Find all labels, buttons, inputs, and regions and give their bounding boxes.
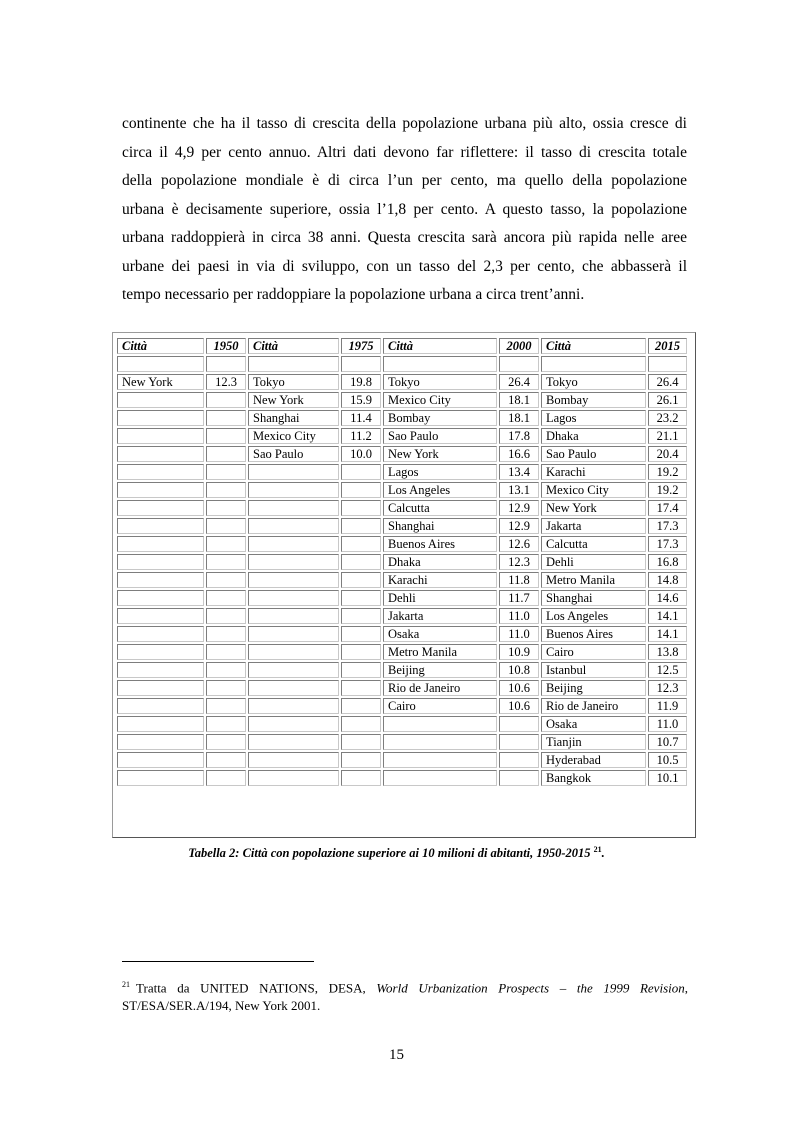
population-cell: 10.9 bbox=[499, 644, 539, 660]
city-cell: Tokyo bbox=[383, 374, 497, 390]
table-row bbox=[117, 770, 687, 786]
population-cell: 16.8 bbox=[648, 554, 687, 570]
population-cell bbox=[341, 356, 381, 372]
population-cell: 14.1 bbox=[648, 608, 687, 624]
city-cell bbox=[248, 608, 339, 624]
table-row bbox=[117, 644, 687, 660]
population-cell bbox=[499, 356, 539, 372]
table-row bbox=[117, 464, 687, 480]
city-cell: Calcutta bbox=[541, 536, 646, 552]
city-cell: Bombay bbox=[541, 392, 646, 408]
footnote bbox=[122, 976, 688, 1015]
population-cell: 11.8 bbox=[499, 572, 539, 588]
city-cell bbox=[248, 536, 339, 552]
population-cell: 18.1 bbox=[499, 410, 539, 426]
population-cell: 10.7 bbox=[648, 734, 687, 750]
table-row bbox=[117, 572, 687, 588]
population-cell: 12.9 bbox=[499, 518, 539, 534]
city-cell: Bombay bbox=[383, 410, 497, 426]
population-cell bbox=[499, 734, 539, 750]
city-cell bbox=[117, 698, 204, 714]
table-row bbox=[117, 446, 687, 462]
city-cell bbox=[117, 572, 204, 588]
city-cell: Cairo bbox=[383, 698, 497, 714]
population-cell: 10.5 bbox=[648, 752, 687, 768]
table-row bbox=[117, 626, 687, 642]
city-cell: Karachi bbox=[541, 464, 646, 480]
population-cell bbox=[341, 716, 381, 732]
city-cell bbox=[117, 356, 204, 372]
population-cell: 16.6 bbox=[499, 446, 539, 462]
city-cell: Dehli bbox=[383, 590, 497, 606]
city-cell bbox=[117, 662, 204, 678]
table-row bbox=[117, 518, 687, 534]
population-cell: 11.0 bbox=[499, 608, 539, 624]
city-cell: Dehli bbox=[541, 554, 646, 570]
city-cell bbox=[117, 518, 204, 534]
population-cell bbox=[206, 698, 246, 714]
city-cell bbox=[117, 428, 204, 444]
population-cell bbox=[206, 644, 246, 660]
population-cell bbox=[499, 770, 539, 786]
city-cell: Karachi bbox=[383, 572, 497, 588]
population-table bbox=[115, 336, 689, 788]
population-cell bbox=[341, 644, 381, 660]
city-cell: Buenos Aires bbox=[541, 626, 646, 642]
city-cell: Jakarta bbox=[541, 518, 646, 534]
population-cell bbox=[206, 734, 246, 750]
population-cell bbox=[206, 572, 246, 588]
table-row bbox=[117, 410, 687, 426]
city-cell bbox=[117, 446, 204, 462]
header-city: Città bbox=[117, 338, 204, 354]
table-row bbox=[117, 662, 687, 678]
city-cell: Calcutta bbox=[383, 500, 497, 516]
city-cell bbox=[248, 680, 339, 696]
city-cell bbox=[117, 536, 204, 552]
city-cell: Rio de Janeiro bbox=[541, 698, 646, 714]
population-cell: 10.1 bbox=[648, 770, 687, 786]
population-cell: 13.4 bbox=[499, 464, 539, 480]
city-cell: Los Angeles bbox=[541, 608, 646, 624]
footnote-prefix: Tratta da UNITED NATIONS, DESA, bbox=[136, 980, 366, 996]
header-year: 1950 bbox=[206, 338, 246, 354]
paragraph-line: continente che ha il tasso di crescita della popolazione urbana più alto, ossia cresce di bbox=[122, 115, 687, 132]
city-cell: Osaka bbox=[541, 716, 646, 732]
city-cell bbox=[117, 752, 204, 768]
city-cell bbox=[248, 734, 339, 750]
city-cell bbox=[248, 752, 339, 768]
population-cell bbox=[341, 554, 381, 570]
table-row bbox=[117, 428, 687, 444]
city-cell: New York bbox=[117, 374, 204, 390]
city-cell bbox=[248, 572, 339, 588]
city-cell bbox=[117, 464, 204, 480]
table-header-row bbox=[117, 338, 687, 354]
population-cell bbox=[341, 536, 381, 552]
population-cell bbox=[341, 680, 381, 696]
population-cell: 10.8 bbox=[499, 662, 539, 678]
city-cell: Dhaka bbox=[383, 554, 497, 570]
city-cell: Shanghai bbox=[541, 590, 646, 606]
header-city: Città bbox=[248, 338, 339, 354]
population-cell: 19.2 bbox=[648, 482, 687, 498]
table-row bbox=[117, 590, 687, 606]
paragraph-line: tempo necessario per raddoppiare la popolazione urbana a circa trent’anni. bbox=[122, 286, 585, 303]
population-cell: 23.2 bbox=[648, 410, 687, 426]
population-cell: 17.3 bbox=[648, 518, 687, 534]
city-cell bbox=[383, 356, 497, 372]
population-cell: 15.9 bbox=[341, 392, 381, 408]
population-cell: 12.3 bbox=[648, 680, 687, 696]
city-cell: Bangkok bbox=[541, 770, 646, 786]
population-cell: 19.8 bbox=[341, 374, 381, 390]
city-cell: Sao Paulo bbox=[383, 428, 497, 444]
city-cell: Dhaka bbox=[541, 428, 646, 444]
population-cell bbox=[206, 428, 246, 444]
population-cell: 26.4 bbox=[648, 374, 687, 390]
city-cell bbox=[383, 734, 497, 750]
table-caption bbox=[0, 845, 793, 861]
table-row bbox=[117, 680, 687, 696]
city-cell bbox=[117, 680, 204, 696]
population-cell bbox=[499, 752, 539, 768]
population-cell: 26.4 bbox=[499, 374, 539, 390]
population-cell bbox=[206, 356, 246, 372]
population-cell bbox=[341, 662, 381, 678]
city-cell bbox=[117, 608, 204, 624]
population-cell bbox=[206, 752, 246, 768]
city-cell: Mexico City bbox=[541, 482, 646, 498]
population-cell: 12.3 bbox=[499, 554, 539, 570]
city-cell bbox=[117, 770, 204, 786]
city-cell bbox=[248, 590, 339, 606]
caption-footnote-ref[interactable]: 21 bbox=[593, 845, 602, 854]
city-cell: Sao Paulo bbox=[541, 446, 646, 462]
city-cell: Shanghai bbox=[248, 410, 339, 426]
city-cell: Shanghai bbox=[383, 518, 497, 534]
city-cell bbox=[383, 770, 497, 786]
paragraph-line: urbane dei paesi in via di sviluppo, con un tasso del 2,3 per cento, che abbasserà il bbox=[122, 257, 687, 275]
footnote-title: World Urbanization Prospects – the 1999 Revision bbox=[376, 980, 685, 996]
population-cell: 17.8 bbox=[499, 428, 539, 444]
page-number: 15 bbox=[389, 1047, 404, 1063]
population-cell: 18.1 bbox=[499, 392, 539, 408]
population-cell: 14.8 bbox=[648, 572, 687, 588]
city-cell bbox=[248, 716, 339, 732]
population-cell: 14.1 bbox=[648, 626, 687, 642]
table-row bbox=[117, 536, 687, 552]
population-cell: 11.7 bbox=[499, 590, 539, 606]
city-cell bbox=[248, 482, 339, 498]
city-cell bbox=[383, 716, 497, 732]
population-cell: 12.6 bbox=[499, 536, 539, 552]
city-cell: Mexico City bbox=[383, 392, 497, 408]
population-cell bbox=[341, 482, 381, 498]
population-cell bbox=[499, 716, 539, 732]
population-cell: 26.1 bbox=[648, 392, 687, 408]
city-cell bbox=[117, 392, 204, 408]
city-cell: Hyderabad bbox=[541, 752, 646, 768]
population-cell: 12.3 bbox=[206, 374, 246, 390]
population-cell bbox=[341, 518, 381, 534]
table-row bbox=[117, 608, 687, 624]
population-cell bbox=[341, 608, 381, 624]
table-row bbox=[117, 752, 687, 768]
population-cell: 13.1 bbox=[499, 482, 539, 498]
city-cell: Tianjin bbox=[541, 734, 646, 750]
city-cell bbox=[248, 464, 339, 480]
city-cell: Istanbul bbox=[541, 662, 646, 678]
population-cell: 11.4 bbox=[341, 410, 381, 426]
city-cell bbox=[117, 590, 204, 606]
city-cell: Jakarta bbox=[383, 608, 497, 624]
table-row bbox=[117, 374, 687, 390]
population-cell bbox=[206, 770, 246, 786]
population-cell bbox=[341, 626, 381, 642]
header-year: 2000 bbox=[499, 338, 539, 354]
city-cell: Tokyo bbox=[541, 374, 646, 390]
city-cell bbox=[248, 518, 339, 534]
population-cell: 10.6 bbox=[499, 680, 539, 696]
population-cell bbox=[341, 734, 381, 750]
body-paragraph bbox=[122, 110, 687, 310]
caption-text: Tabella 2: Città con popolazione superiore ai 10 milioni di abitanti, 1950-2015 bbox=[188, 846, 591, 861]
city-cell bbox=[248, 356, 339, 372]
population-cell: 17.4 bbox=[648, 500, 687, 516]
table-row bbox=[117, 356, 687, 372]
header-city: Città bbox=[541, 338, 646, 354]
population-cell bbox=[206, 446, 246, 462]
population-cell: 12.5 bbox=[648, 662, 687, 678]
city-cell: Lagos bbox=[383, 464, 497, 480]
population-cell bbox=[206, 626, 246, 642]
city-cell: Osaka bbox=[383, 626, 497, 642]
population-cell bbox=[206, 482, 246, 498]
city-cell: Metro Manila bbox=[383, 644, 497, 660]
table-row bbox=[117, 554, 687, 570]
city-cell bbox=[248, 626, 339, 642]
population-cell: 12.9 bbox=[499, 500, 539, 516]
city-cell bbox=[117, 734, 204, 750]
population-cell: 11.0 bbox=[499, 626, 539, 642]
header-year: 1975 bbox=[341, 338, 381, 354]
population-cell bbox=[341, 698, 381, 714]
city-cell: Buenos Aires bbox=[383, 536, 497, 552]
table-row bbox=[117, 500, 687, 516]
population-cell bbox=[341, 572, 381, 588]
population-cell bbox=[206, 410, 246, 426]
population-cell bbox=[341, 590, 381, 606]
population-cell bbox=[206, 662, 246, 678]
population-cell bbox=[206, 464, 246, 480]
city-cell: Tokyo bbox=[248, 374, 339, 390]
population-cell: 20.4 bbox=[648, 446, 687, 462]
population-cell: 10.6 bbox=[499, 698, 539, 714]
city-cell bbox=[248, 644, 339, 660]
paragraph-line: della popolazione mondiale è di circa l’un per cento, ma quello della popolazione bbox=[122, 172, 687, 189]
population-cell: 21.1 bbox=[648, 428, 687, 444]
population-cell: 11.0 bbox=[648, 716, 687, 732]
population-cell: 19.2 bbox=[648, 464, 687, 480]
table-row bbox=[117, 698, 687, 714]
city-cell bbox=[248, 554, 339, 570]
population-cell bbox=[341, 464, 381, 480]
population-cell: 13.8 bbox=[648, 644, 687, 660]
city-cell: Sao Paulo bbox=[248, 446, 339, 462]
city-cell bbox=[117, 644, 204, 660]
population-cell bbox=[206, 680, 246, 696]
population-cell bbox=[206, 590, 246, 606]
population-cell: 11.2 bbox=[341, 428, 381, 444]
city-cell: Los Angeles bbox=[383, 482, 497, 498]
population-cell bbox=[648, 356, 687, 372]
city-cell: Beijing bbox=[541, 680, 646, 696]
population-cell bbox=[341, 770, 381, 786]
city-cell bbox=[248, 698, 339, 714]
city-cell bbox=[117, 482, 204, 498]
table-row bbox=[117, 482, 687, 498]
footnote-line-2: ST/ESA/SER.A/194, New York 2001. bbox=[122, 998, 321, 1014]
city-cell bbox=[117, 500, 204, 516]
population-cell bbox=[206, 716, 246, 732]
footnote-comma: , bbox=[684, 980, 688, 996]
population-cell: 10.0 bbox=[341, 446, 381, 462]
city-cell bbox=[383, 752, 497, 768]
city-cell: Metro Manila bbox=[541, 572, 646, 588]
footnote-number: 21 bbox=[122, 980, 130, 989]
paragraph-line: urbana è decisamente superiore, ossia l’1,8 per cento. A questo tasso, la popolazione bbox=[122, 200, 687, 218]
city-cell: Rio de Janeiro bbox=[383, 680, 497, 696]
header-city: Città bbox=[383, 338, 497, 354]
caption-period: . bbox=[601, 846, 605, 861]
city-cell: Lagos bbox=[541, 410, 646, 426]
population-cell: 17.3 bbox=[648, 536, 687, 552]
population-cell bbox=[341, 752, 381, 768]
population-cell bbox=[206, 536, 246, 552]
table-row bbox=[117, 716, 687, 732]
city-cell bbox=[117, 626, 204, 642]
population-cell: 11.9 bbox=[648, 698, 687, 714]
population-cell: 14.6 bbox=[648, 590, 687, 606]
city-cell bbox=[248, 500, 339, 516]
population-cell bbox=[341, 500, 381, 516]
city-cell: New York bbox=[248, 392, 339, 408]
city-cell bbox=[248, 662, 339, 678]
city-cell bbox=[117, 410, 204, 426]
city-cell bbox=[117, 716, 204, 732]
city-cell bbox=[541, 356, 646, 372]
city-cell: New York bbox=[383, 446, 497, 462]
population-cell bbox=[206, 608, 246, 624]
city-cell: Cairo bbox=[541, 644, 646, 660]
paragraph-line: urbana raddoppierà in circa 38 anni. Questa crescita sarà ancora più rapida nelle aree bbox=[122, 229, 687, 246]
table-row bbox=[117, 392, 687, 408]
city-cell: Beijing bbox=[383, 662, 497, 678]
population-cell bbox=[206, 554, 246, 570]
footnote-separator bbox=[122, 961, 314, 962]
footnote-line-1 bbox=[122, 976, 688, 997]
population-cell bbox=[206, 500, 246, 516]
population-cell bbox=[206, 518, 246, 534]
table-row bbox=[117, 734, 687, 750]
header-year: 2015 bbox=[648, 338, 687, 354]
city-cell: Mexico City bbox=[248, 428, 339, 444]
population-cell bbox=[206, 392, 246, 408]
paragraph-line: circa il 4,9 per cento annuo. Altri dati devono far riflettere: il tasso di crescita totale bbox=[122, 143, 687, 161]
city-cell bbox=[117, 554, 204, 570]
population-table-frame bbox=[112, 332, 696, 838]
city-cell bbox=[248, 770, 339, 786]
city-cell: New York bbox=[541, 500, 646, 516]
